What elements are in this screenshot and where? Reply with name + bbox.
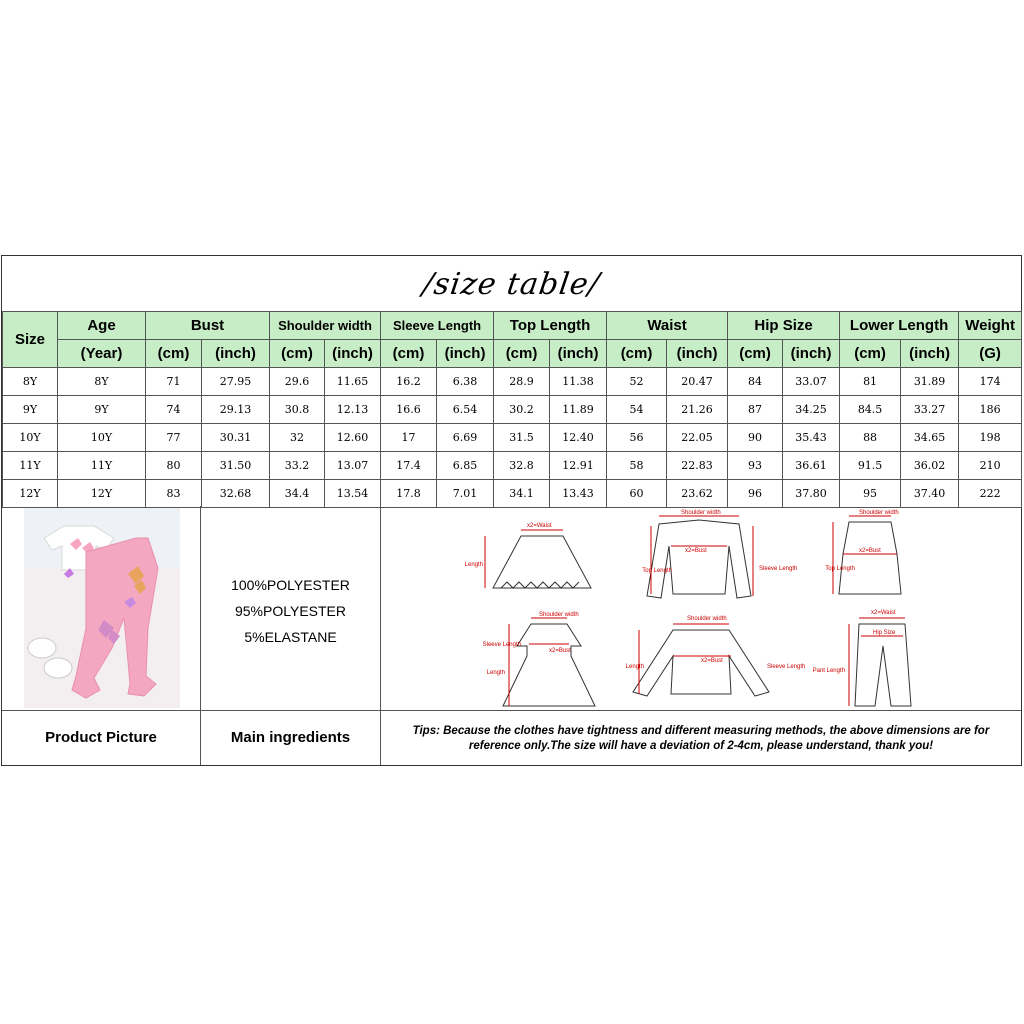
label-shoulder-width: Shoulder width — [859, 510, 899, 516]
table-cell: 87 — [728, 396, 783, 424]
table-cell: 17 — [381, 424, 437, 452]
chart-title-text: /size table/ — [420, 267, 603, 302]
table-cell: 96 — [728, 480, 783, 508]
table-cell: 32.8 — [494, 452, 550, 480]
table-cell: 74 — [146, 396, 202, 424]
product-image — [24, 508, 180, 708]
header-shoulder-width: Shoulder width — [270, 312, 381, 340]
unit-cm: (cm) — [607, 340, 667, 368]
table-cell: 10Y — [3, 424, 58, 452]
header-sleeve-length: Sleeve Length — [381, 312, 494, 340]
table-cell: 210 — [959, 452, 1022, 480]
unit-cm: (cm) — [840, 340, 901, 368]
chart-title — [2, 256, 1021, 312]
table-cell: 80 — [146, 452, 202, 480]
measurement-diagrams — [381, 506, 1021, 711]
table-cell: 23.62 — [667, 480, 728, 508]
unit-inch: (inch) — [202, 340, 270, 368]
table-cell: 10Y — [58, 424, 146, 452]
unit-cm: (cm) — [270, 340, 325, 368]
table-cell: 12.60 — [325, 424, 381, 452]
unit-inch: (inch) — [783, 340, 840, 368]
table-cell: 12Y — [58, 480, 146, 508]
table-cell: 21.26 — [667, 396, 728, 424]
table-cell: 29.13 — [202, 396, 270, 424]
table-cell: 16.2 — [381, 368, 437, 396]
unit-inch: (inch) — [667, 340, 728, 368]
table-cell: 8Y — [58, 368, 146, 396]
product-picture — [2, 506, 201, 711]
table-cell: 52 — [607, 368, 667, 396]
label-shoulder-width: Shoulder width — [681, 510, 721, 516]
table-cell: 22.83 — [667, 452, 728, 480]
table-cell: 34.25 — [783, 396, 840, 424]
table-row — [3, 480, 1022, 508]
table-cell: 29.6 — [270, 368, 325, 396]
table-cell: 31.5 — [494, 424, 550, 452]
table-cell: 11Y — [58, 452, 146, 480]
table-cell: 77 — [146, 424, 202, 452]
table-cell: 198 — [959, 424, 1022, 452]
table-cell: 22.05 — [667, 424, 728, 452]
ingredient-line: 95%POLYESTER — [234, 603, 346, 619]
table-cell: 12.91 — [550, 452, 607, 480]
unit-cm: (cm) — [728, 340, 783, 368]
header-size: Size — [3, 312, 58, 368]
unit-inch: (inch) — [437, 340, 494, 368]
unit-g: (G) — [959, 340, 1022, 368]
label-shoulder-width: Shoulder width — [539, 612, 579, 618]
table-cell: 17.4 — [381, 452, 437, 480]
table-cell: 32.68 — [202, 480, 270, 508]
table-cell: 93 — [728, 452, 783, 480]
label-top-length: Top Length — [642, 568, 672, 574]
label-length: Length — [486, 670, 505, 676]
header-row-1 — [3, 312, 1022, 340]
table-cell: 33.07 — [783, 368, 840, 396]
table-cell: 95 — [840, 480, 901, 508]
table-cell: 88 — [840, 424, 901, 452]
table-cell: 35.43 — [783, 424, 840, 452]
table-cell: 11.89 — [550, 396, 607, 424]
unit-inch: (inch) — [325, 340, 381, 368]
tips-text: Tips: Because the clothes have tightness and different measuring methods, the above dimensions are for reference only.The size will have a deviation of 2-4cm, please understand, thank you! — [412, 725, 990, 752]
table-row — [3, 424, 1022, 452]
table-row — [3, 368, 1022, 396]
table-cell: 6.69 — [437, 424, 494, 452]
label-sleeve-length: Sleeve Length — [767, 664, 806, 670]
table-row — [3, 452, 1022, 480]
table-cell: 30.31 — [202, 424, 270, 452]
header-weight: Weight — [959, 312, 1022, 340]
table-cell: 11.38 — [550, 368, 607, 396]
header-bust: Bust — [146, 312, 270, 340]
label-length: Length — [464, 562, 483, 568]
size-table — [2, 311, 1022, 508]
table-cell: 30.2 — [494, 396, 550, 424]
table-cell: 36.61 — [783, 452, 840, 480]
ingredient-line: 5%ELASTANE — [244, 629, 337, 645]
ingredients-list — [201, 572, 380, 650]
table-cell: 13.43 — [550, 480, 607, 508]
table-cell: 6.54 — [437, 396, 494, 424]
table-cell: 7.01 — [437, 480, 494, 508]
table-cell: 9Y — [3, 396, 58, 424]
header-top-length: Top Length — [494, 312, 607, 340]
table-cell: 8Y — [3, 368, 58, 396]
unit-inch: (inch) — [550, 340, 607, 368]
header-age: Age — [58, 312, 146, 340]
table-cell: 83 — [146, 480, 202, 508]
table-cell: 36.02 — [901, 452, 959, 480]
table-cell: 186 — [959, 396, 1022, 424]
label-shoulder-width: Shoulder width — [687, 616, 727, 622]
table-cell: 54 — [607, 396, 667, 424]
label-hip-size: Hip Size — [873, 630, 896, 636]
table-cell: 84.5 — [840, 396, 901, 424]
table-cell: 33.27 — [901, 396, 959, 424]
table-cell: 31.89 — [901, 368, 959, 396]
unit-inch: (inch) — [901, 340, 959, 368]
table-cell: 174 — [959, 368, 1022, 396]
table-cell: 12Y — [3, 480, 58, 508]
size-chart — [1, 255, 1022, 766]
header-lower-length: Lower Length — [840, 312, 959, 340]
table-cell: 31.50 — [202, 452, 270, 480]
table-cell: 37.80 — [783, 480, 840, 508]
product-picture-label: Product Picture — [2, 711, 201, 765]
table-cell: 90 — [728, 424, 783, 452]
unit-cm: (cm) — [381, 340, 437, 368]
table-cell: 222 — [959, 480, 1022, 508]
table-cell: 37.40 — [901, 480, 959, 508]
table-cell: 30.8 — [270, 396, 325, 424]
table-cell: 34.1 — [494, 480, 550, 508]
table-cell: 12.13 — [325, 396, 381, 424]
table-cell: 6.38 — [437, 368, 494, 396]
table-cell: 32 — [270, 424, 325, 452]
table-cell: 27.95 — [202, 368, 270, 396]
table-cell: 28.9 — [494, 368, 550, 396]
label-top-length: Top Length — [825, 566, 855, 572]
label-sleeve-length: Sleeve Length — [759, 566, 798, 572]
label-waist-x2: x2=Waist — [527, 523, 552, 529]
table-cell: 11Y — [3, 452, 58, 480]
table-cell: 91.5 — [840, 452, 901, 480]
table-cell: 34.4 — [270, 480, 325, 508]
table-cell: 6.85 — [437, 452, 494, 480]
table-cell: 13.54 — [325, 480, 381, 508]
label-bust-x2: x2=Bust — [859, 548, 881, 554]
table-cell: 11.65 — [325, 368, 381, 396]
measurement-illustration — [381, 506, 1021, 711]
table-cell: 16.6 — [381, 396, 437, 424]
table-cell: 9Y — [58, 396, 146, 424]
table-cell: 34.65 — [901, 424, 959, 452]
tips-cell — [381, 711, 1021, 765]
label-pant-length: Pant Length — [812, 668, 845, 674]
header-hip-size: Hip Size — [728, 312, 840, 340]
unit-cm: (cm) — [146, 340, 202, 368]
table-cell: 84 — [728, 368, 783, 396]
table-cell: 56 — [607, 424, 667, 452]
unit-year: (Year) — [58, 340, 146, 368]
table-cell: 60 — [607, 480, 667, 508]
table-row — [3, 396, 1022, 424]
table-cell: 12.40 — [550, 424, 607, 452]
ingredients-cell — [201, 506, 381, 711]
ingredient-line: 100%POLYESTER — [231, 577, 350, 593]
table-cell: 20.47 — [667, 368, 728, 396]
label-bust-x2: x2=Bust — [701, 658, 723, 664]
label-bust-x2: x2=Bust — [685, 548, 707, 554]
unit-cm: (cm) — [494, 340, 550, 368]
table-cell: 81 — [840, 368, 901, 396]
table-cell: 13.07 — [325, 452, 381, 480]
header-waist: Waist — [607, 312, 728, 340]
lower-section — [2, 506, 1021, 765]
table-cell: 33.2 — [270, 452, 325, 480]
table-cell: 71 — [146, 368, 202, 396]
header-row-2 — [3, 340, 1022, 368]
label-bust-x2: x2=Bust — [549, 648, 571, 654]
label-sleeve-length: Sleeve Length — [482, 642, 521, 648]
label-waist-x2: x2=Waist — [871, 610, 896, 616]
table-cell: 17.8 — [381, 480, 437, 508]
main-ingredients-label: Main ingredients — [201, 711, 381, 765]
table-cell: 58 — [607, 452, 667, 480]
label-length: Length — [625, 664, 644, 670]
